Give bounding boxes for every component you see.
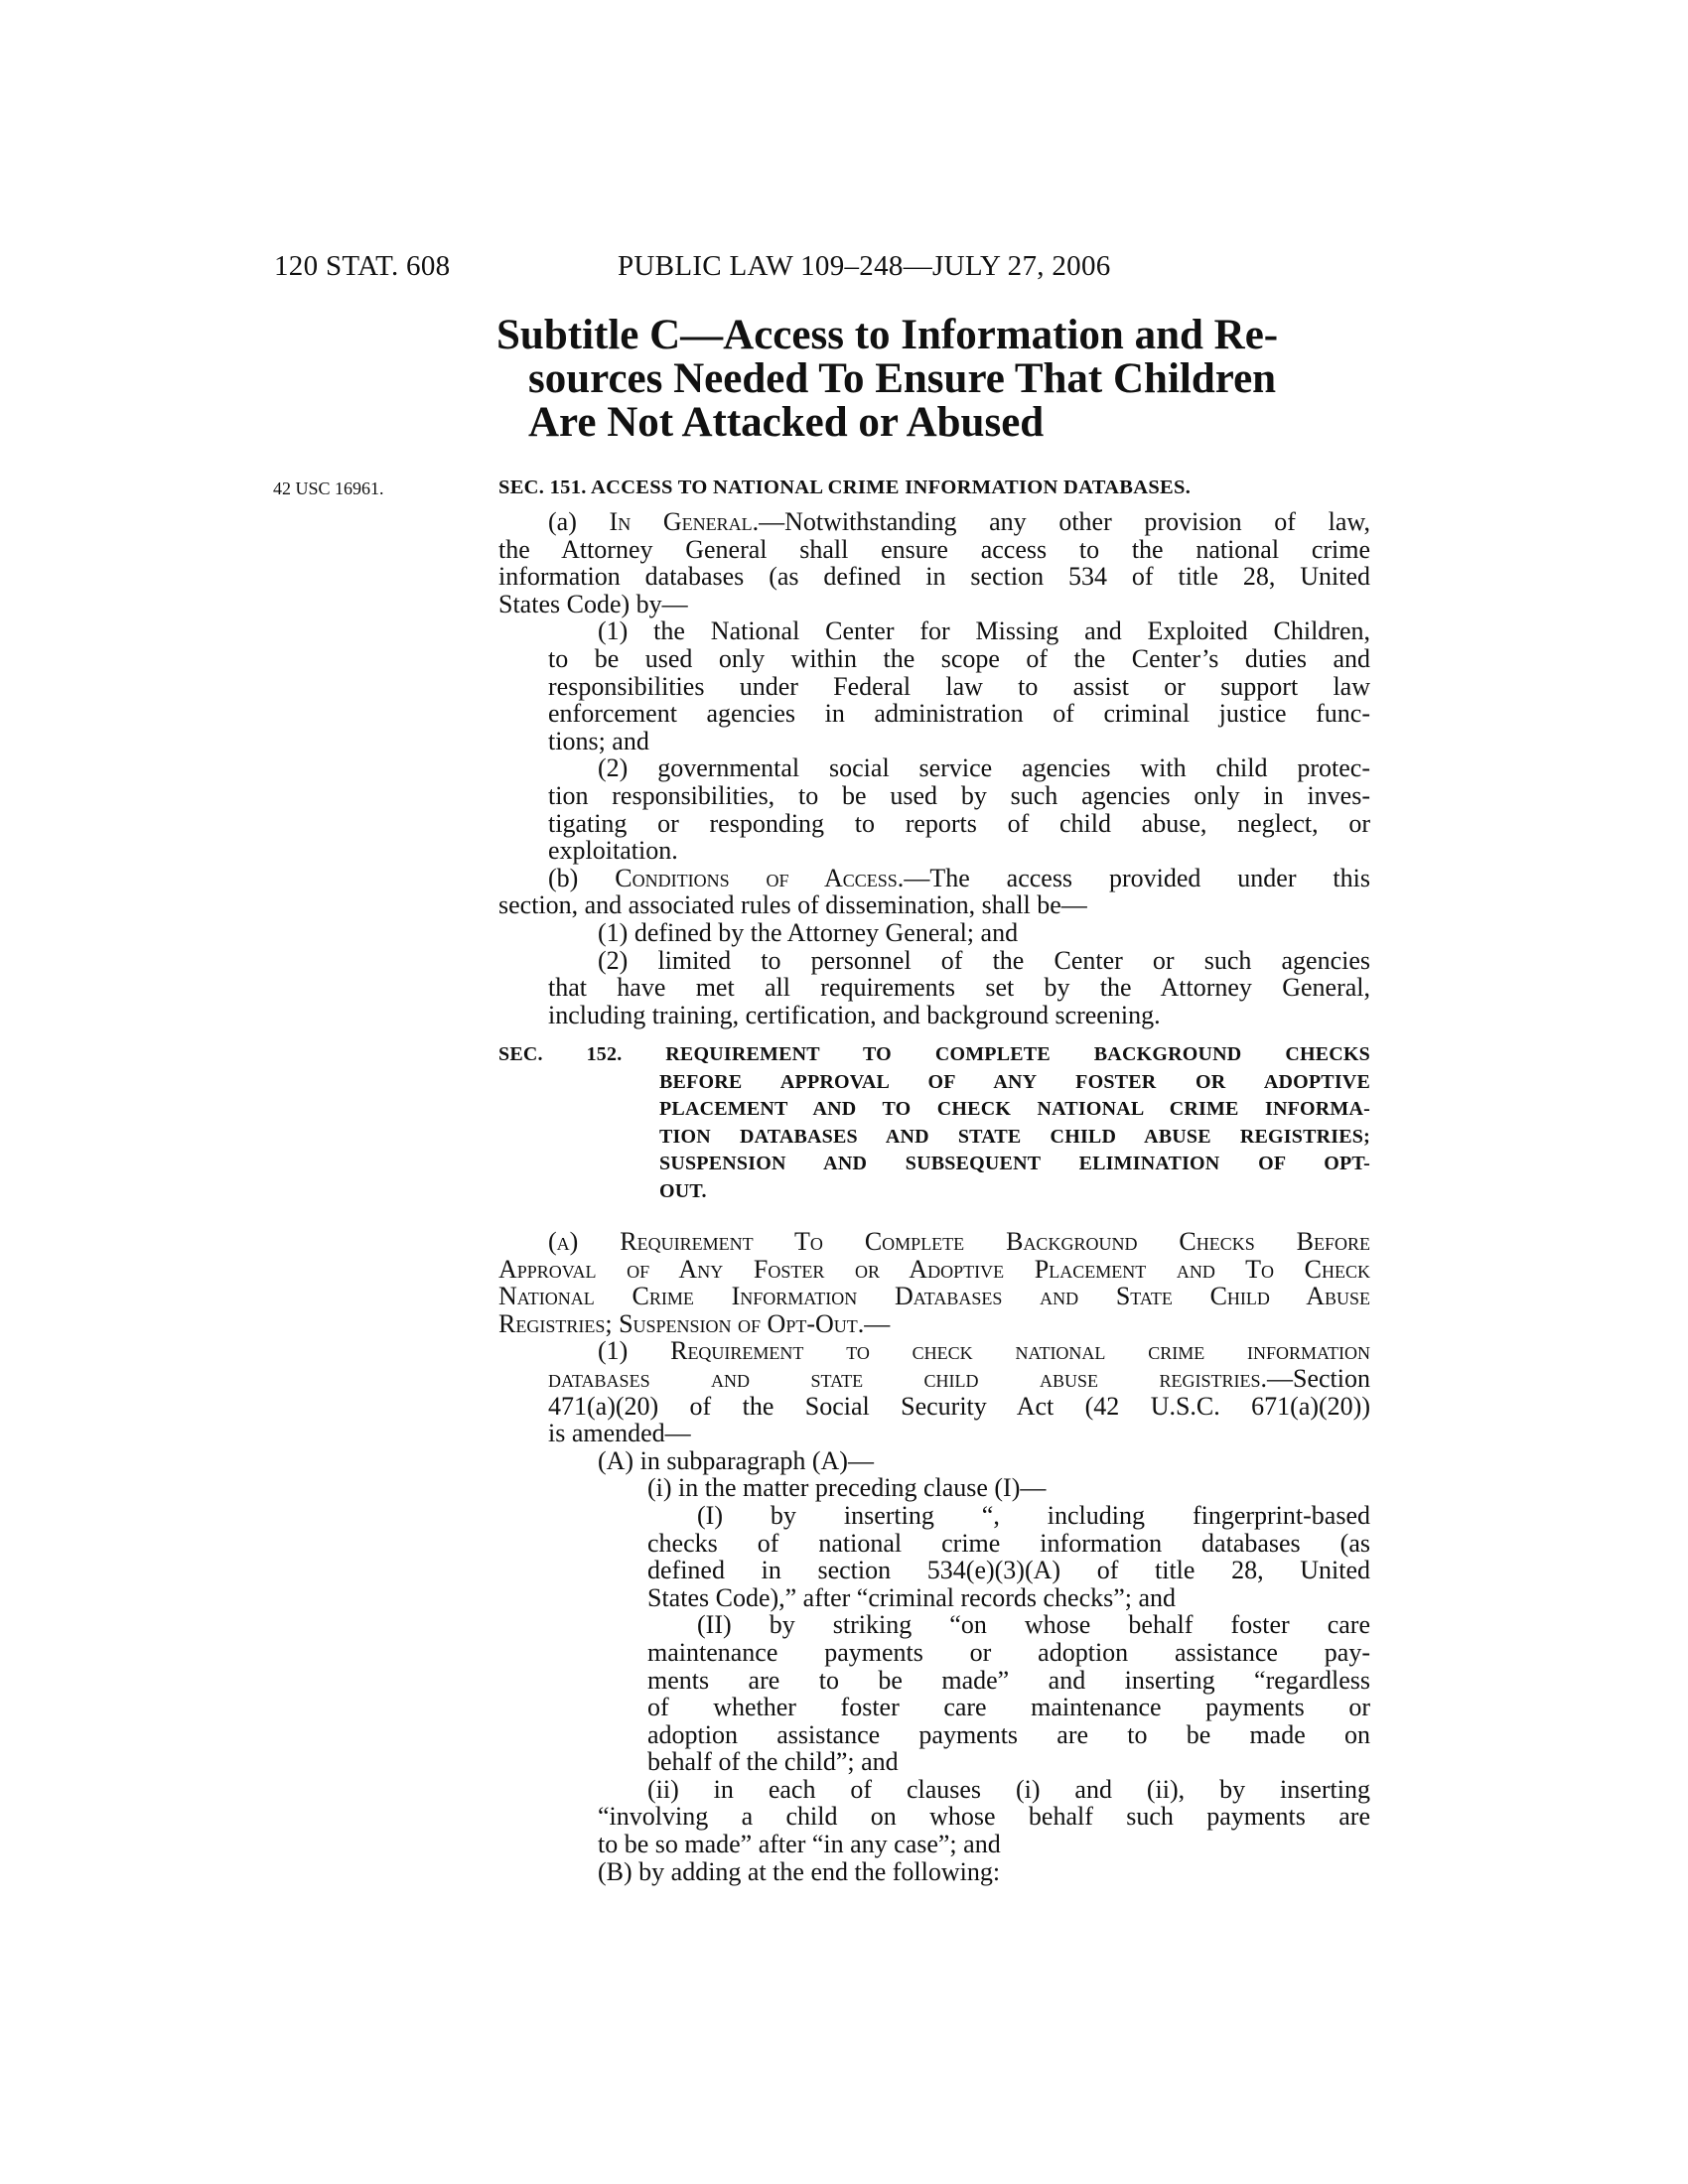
subsection-a-line: (a) In General.—Notwithstanding any other provision of law, — [548, 507, 1370, 536]
subclause-I-line: (I) by inserting “, including fingerprint-based — [697, 1500, 1370, 1530]
paragraph-2-line: (2) governmental social service agencies with child protec- — [598, 753, 1370, 783]
subtitle-line: Are Not Attacked or Abused — [528, 399, 1045, 446]
text-line: section, and associated rules of dissemination, shall be— — [498, 890, 1087, 920]
subparagraph-A-line: (A) in subparagraph (A)— — [598, 1445, 874, 1475]
paragraph-1-line: enforcement agencies in administration of criminal justice func- — [548, 699, 1370, 729]
section-152-heading-line: TION DATABASES AND STATE CHILD ABUSE REGISTRIES; — [659, 1125, 1370, 1148]
section-152-heading-line: BEFORE APPROVAL OF ANY FOSTER OR ADOPTIVE — [659, 1070, 1370, 1093]
section-152-heading-line: SEC. 152. REQUIREMENT TO COMPLETE BACKGROUND CHECKS — [498, 1043, 1370, 1065]
section-151-heading: SEC. 151. ACCESS TO NATIONAL CRIME INFORMATION DATABASES. — [498, 477, 1192, 498]
text-line: information databases (as defined in section 534 of title 28, United — [498, 562, 1370, 592]
text-line: is amended— — [548, 1419, 691, 1448]
clause-ii-line: “involving a child on whose behalf such payments are — [598, 1802, 1370, 1832]
subtitle-line: Subtitle C—Access to Information and Re- — [496, 312, 1279, 358]
subclause-II-line: of whether foster care maintenance payments or — [647, 1693, 1370, 1722]
subclause-I-line: States Code),” after “criminal records checks”; and — [647, 1582, 1177, 1612]
subsection-a-caption-line: Registries; Suspension of Opt-Out.— — [498, 1308, 891, 1338]
subsection-a-caption-line: (a) Requirement To Complete Background Checks Before — [548, 1227, 1370, 1256]
condition-2-line: (2) limited to personnel of the Center or such agencies — [598, 945, 1370, 975]
subsection-a-caption-line: Approval of Any Foster or Adoptive Placement and To Check — [498, 1254, 1370, 1284]
subclause-II-line: ments are to be made” and inserting “regardless — [647, 1665, 1370, 1695]
paragraph-1-line: to be used only within the scope of the Center’s duties and — [548, 643, 1370, 673]
subtitle-heading — [496, 314, 1370, 445]
statute-page-number: 120 STAT. 608 — [274, 250, 451, 282]
paragraph-2-line: tigating or responding to reports of child abuse, neglect, or — [548, 808, 1370, 838]
subsection-b-line: (b) Conditions of Access.—The access provided under this — [548, 863, 1370, 892]
condition-1-line: (1) defined by the Attorney General; and — [598, 917, 1019, 947]
subclause-I-line: defined in section 534(e)(3)(A) of title 28, United — [647, 1556, 1370, 1585]
section-152-heading — [498, 1041, 1370, 1205]
section-152-heading-line: SUSPENSION AND SUBSEQUENT ELIMINATION OF OPT- — [659, 1153, 1370, 1174]
subclause-II-line: adoption assistance payments are to be made on — [647, 1719, 1370, 1749]
running-header: PUBLIC LAW 109–248—JULY 27, 2006 — [618, 250, 1111, 282]
text-line: States Code) by— — [498, 589, 688, 618]
usc-margin-note: 42 USC 16961. — [273, 478, 384, 498]
paragraph-1-line: responsibilities under Federal law to assist or support law — [548, 671, 1370, 701]
condition-2-line: including training, certification, and background screening. — [548, 1000, 1161, 1029]
subtitle-line: sources Needed To Ensure That Children — [528, 355, 1277, 402]
subclause-II-line: maintenance payments or adoption assistance pay- — [647, 1637, 1370, 1667]
paragraph-1-caption-line: (1) Requirement to check national crime information — [598, 1336, 1370, 1366]
clause-ii-line: (ii) in each of clauses (i) and (ii), by inserting — [647, 1774, 1370, 1804]
paragraph-1-line: (1) the National Center for Missing and Exploited Children, — [598, 616, 1370, 646]
text-line: the Attorney General shall ensure access to the national crime — [498, 534, 1370, 564]
paragraph-1-line: tions; and — [548, 726, 649, 755]
section-152-heading-line: PLACEMENT AND TO CHECK NATIONAL CRIME INFORMA- — [659, 1098, 1370, 1120]
subclause-I-line: checks of national crime information databases (as — [647, 1528, 1370, 1558]
subclause-II-line: (II) by striking “on whose behalf foster care — [697, 1610, 1370, 1640]
section-152-body — [498, 1228, 1370, 1885]
clause-i-line: (i) in the matter preceding clause (I)— — [647, 1473, 1047, 1503]
paragraph-2-line: exploitation. — [548, 836, 678, 866]
text-line: 471(a)(20) of the Social Security Act (42 U.S.C. 671(a)(20)) — [548, 1391, 1370, 1421]
paragraph-1-caption-line: databases and state child abuse registries.—Section — [548, 1363, 1370, 1393]
section-151-body — [498, 508, 1370, 1028]
subsection-b-caption: Conditions of Access. — [615, 863, 905, 892]
subclause-II-line: behalf of the child”; and — [647, 1747, 899, 1777]
clause-ii-line: to be so made” after “in any case”; and — [598, 1830, 1001, 1859]
subsection-a-caption-line: National Crime Information Databases and State Child Abuse — [498, 1282, 1370, 1311]
condition-2-line: that have met all requirements set by the Attorney General, — [548, 973, 1370, 1003]
section-152-heading-line: OUT. — [659, 1179, 707, 1202]
paragraph-2-line: tion responsibilities, to be used by such agencies only in inves- — [548, 780, 1370, 810]
subsection-a-caption: In General. — [609, 507, 760, 536]
subparagraph-B-line: (B) by adding at the end the following: — [598, 1856, 1001, 1886]
